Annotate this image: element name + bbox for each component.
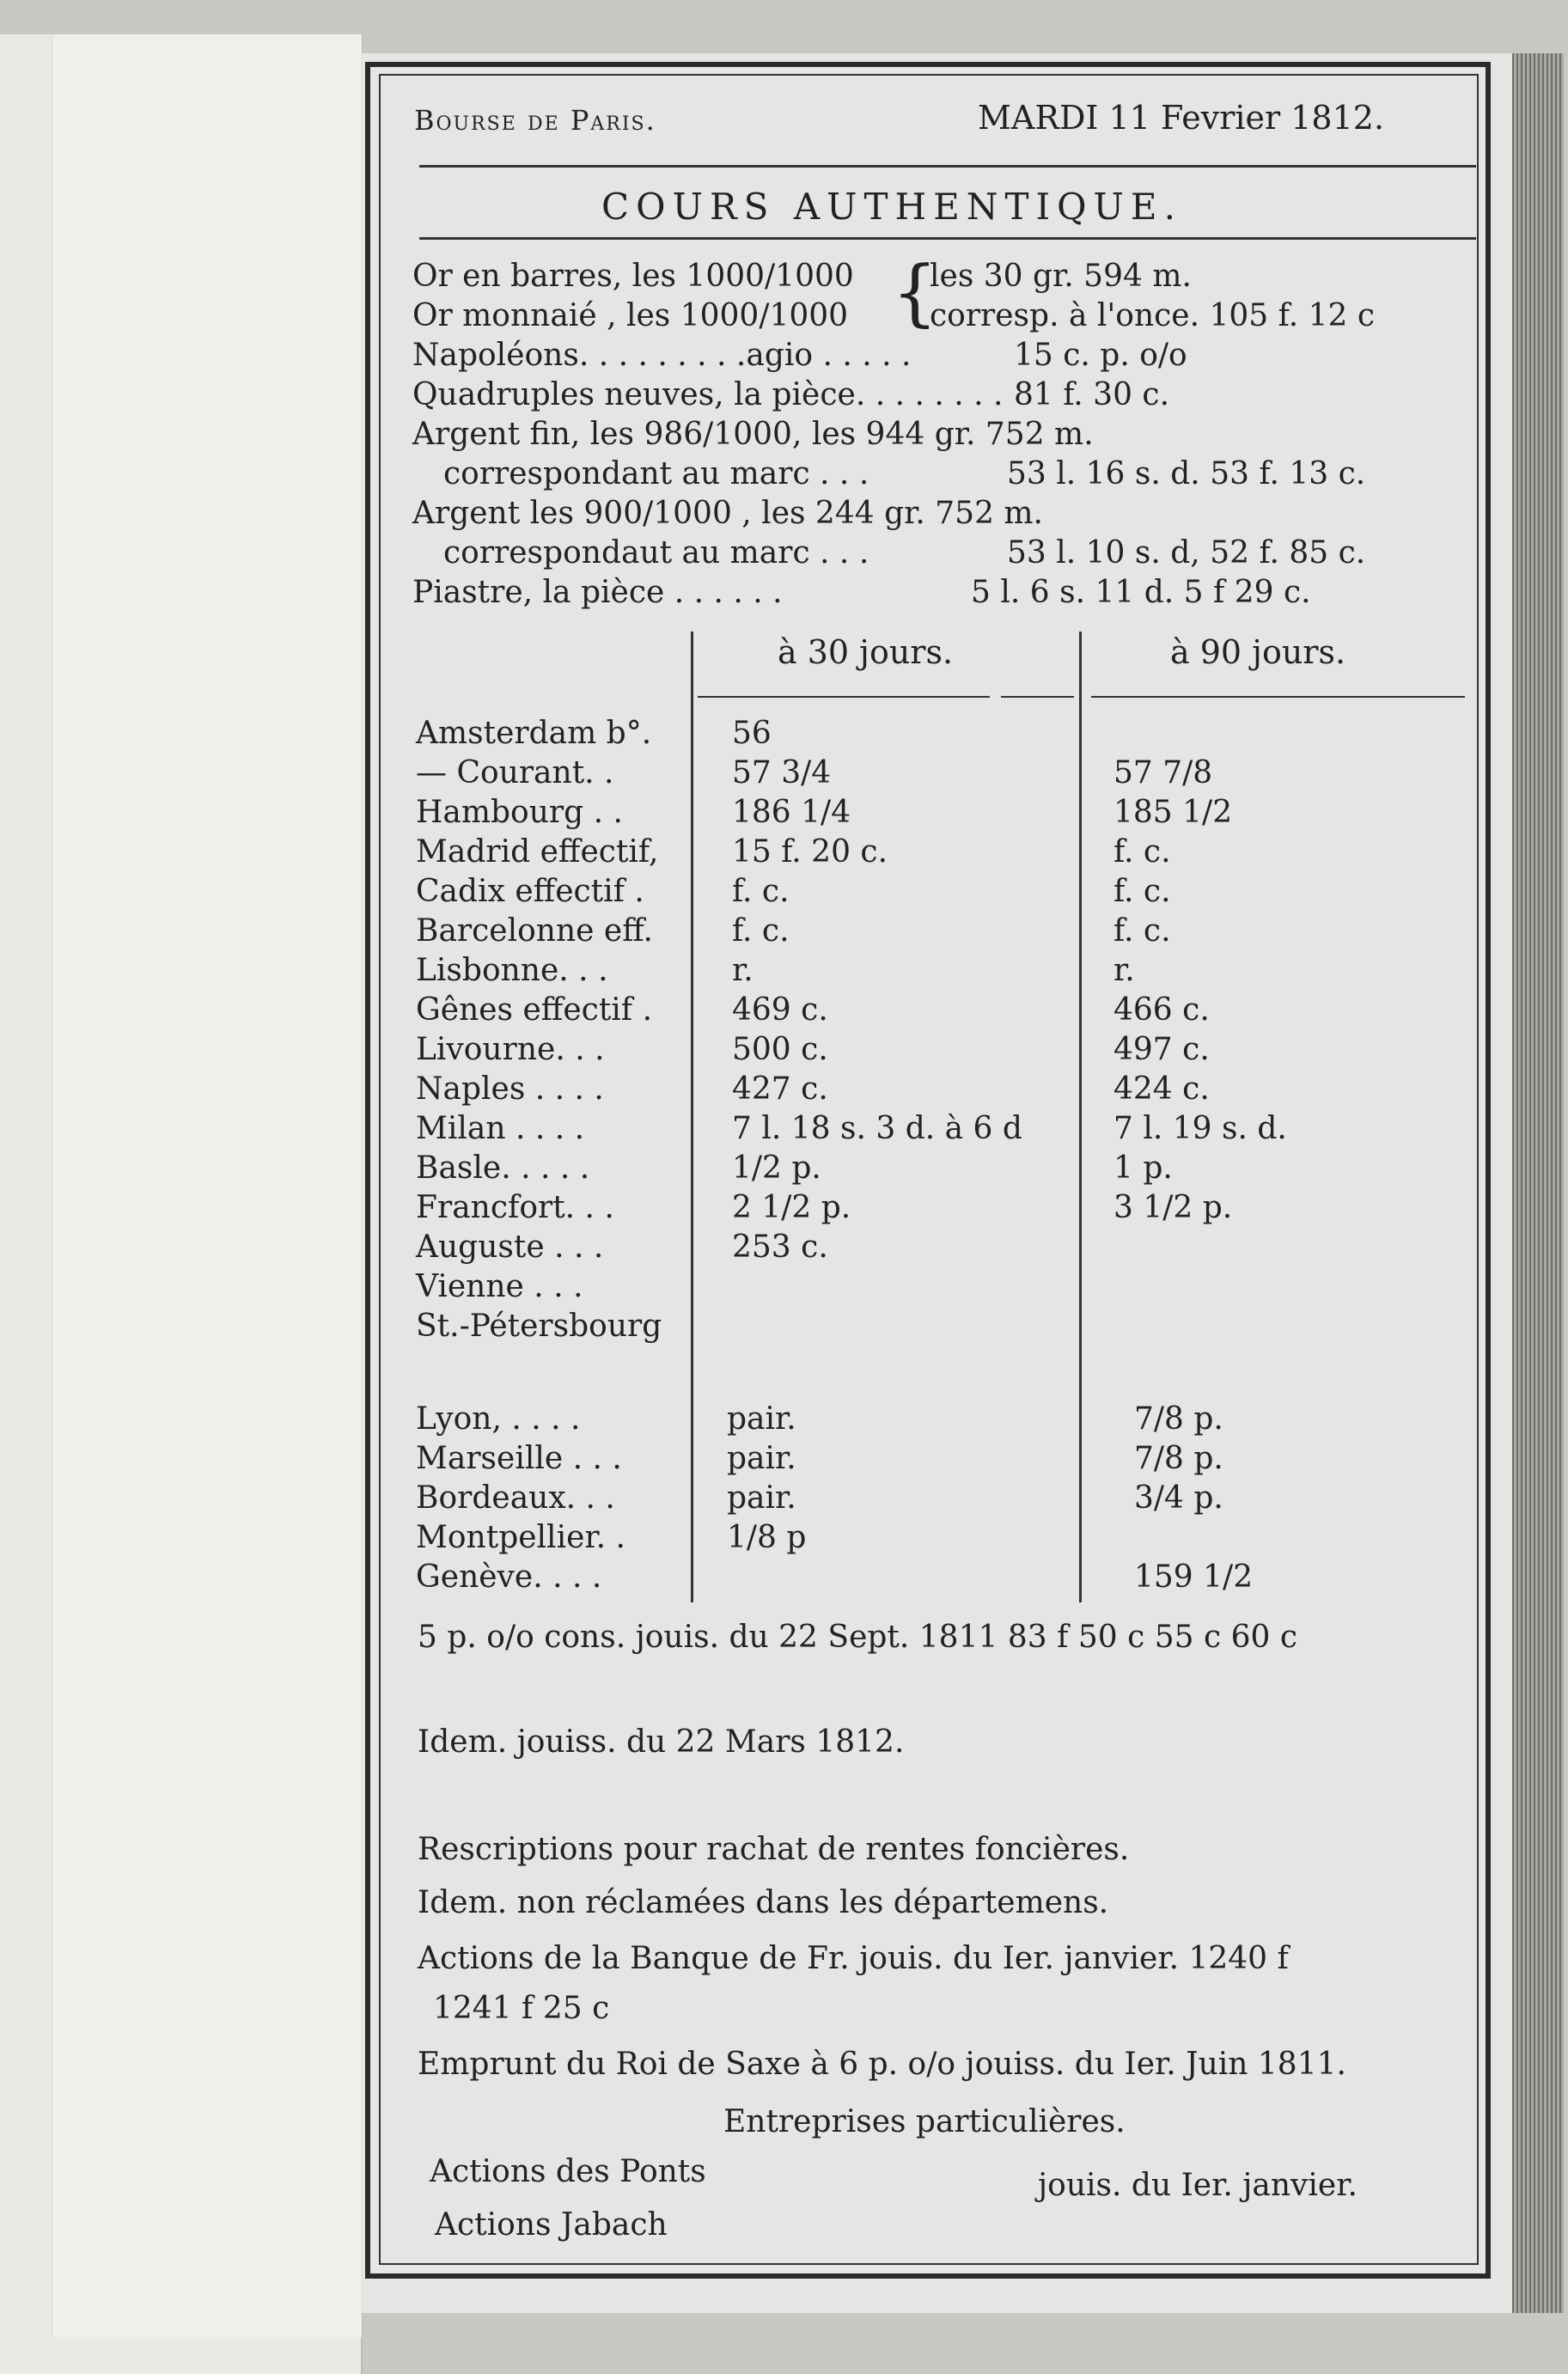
exchange-col-header-30: à 30 jours. bbox=[778, 633, 954, 671]
exchange-row-place: Amsterdam b°. bbox=[416, 716, 652, 751]
exchange-row-place: Hambourg . . bbox=[416, 795, 623, 830]
exchange-row-place: Lisbonne. . . bbox=[416, 953, 608, 988]
domestic-row-place: Montpellier. . bbox=[416, 1520, 625, 1555]
metal-label: correspondant au marc . . . bbox=[443, 456, 869, 491]
metal-label: Quadruples neuves, la pièce. . . . . . . . bbox=[412, 377, 1004, 412]
exchange-col-divider-2 bbox=[1079, 632, 1082, 1602]
exchange-row-30-days: 253 c. bbox=[732, 1230, 828, 1265]
header-right: MARDI 11 Fevrier 1812. bbox=[978, 99, 1385, 137]
page-title: COURS AUTHENTIQUE. bbox=[601, 186, 1182, 228]
exchange-col-header-90: à 90 jours. bbox=[1170, 633, 1346, 671]
exchange-row-30-days: 186 1/4 bbox=[732, 795, 851, 830]
domestic-row-90-days: 3/4 p. bbox=[1134, 1480, 1223, 1516]
domestic-row-30-days: pair. bbox=[727, 1401, 796, 1437]
exchange-row-90-days: f. c. bbox=[1113, 913, 1171, 949]
domestic-row-place: Genève. . . . bbox=[416, 1559, 602, 1595]
exchange-row-place: Cadix effectif . bbox=[416, 874, 644, 909]
exchange-header-rule-3 bbox=[1091, 696, 1465, 698]
brace-glyph: { bbox=[892, 250, 938, 334]
rente-line: Idem. non réclamées dans les départemens. bbox=[418, 1885, 1109, 1920]
exchange-row-90-days: 57 7/8 bbox=[1113, 755, 1213, 790]
exchange-header-rule-1 bbox=[698, 696, 990, 698]
exchange-col-divider-1 bbox=[691, 632, 693, 1602]
exchange-row-90-days: 497 c. bbox=[1113, 1032, 1210, 1067]
exchange-row-place: Francfort. . . bbox=[416, 1190, 614, 1225]
exchange-row-30-days: r. bbox=[732, 953, 753, 988]
exchange-row-90-days: f. c. bbox=[1113, 874, 1171, 909]
exchange-row-30-days: f. c. bbox=[732, 874, 790, 909]
metal-label: Or monnaié , les 1000/1000 bbox=[412, 298, 849, 333]
rente-line: Rescriptions pour rachat de rentes foncières. bbox=[418, 1832, 1130, 1867]
exchange-row-30-days: 1/2 p. bbox=[732, 1150, 821, 1186]
exchange-row-90-days: f. c. bbox=[1113, 834, 1171, 870]
exchange-row-90-days: 7 l. 19 s. d. bbox=[1113, 1111, 1287, 1146]
exchange-row-place: Milan . . . . bbox=[416, 1111, 585, 1146]
exchange-row-place: Gênes effectif . bbox=[416, 992, 653, 1028]
domestic-row-90-days: 7/8 p. bbox=[1134, 1401, 1223, 1437]
rente-line: Emprunt du Roi de Saxe à 6 p. o/o jouiss. du Ier. Juin 1811. bbox=[418, 2047, 1346, 2082]
exchange-row-place: Barcelonne eff. bbox=[416, 913, 653, 949]
exchange-row-30-days: 56 bbox=[732, 716, 772, 751]
exchange-row-30-days: 2 1/2 p. bbox=[732, 1190, 851, 1225]
actions-ponts: Actions des Ponts bbox=[430, 2154, 706, 2189]
domestic-row-place: Bordeaux. . . bbox=[416, 1480, 615, 1516]
rente-line: Idem. jouiss. du 22 Mars 1812. bbox=[418, 1724, 905, 1760]
domestic-row-30-days: 1/8 p bbox=[727, 1520, 807, 1555]
exchange-row-30-days: 15 f. 20 c. bbox=[732, 834, 888, 870]
metal-label: Or en barres, les 1000/1000 bbox=[412, 259, 854, 294]
metal-value: 53 l. 16 s. d. 53 f. 13 c. bbox=[1007, 456, 1366, 491]
exchange-row-30-days: 469 c. bbox=[732, 992, 828, 1028]
exchange-row-place: Vienne . . . bbox=[416, 1269, 583, 1304]
domestic-row-place: Lyon, . . . . bbox=[416, 1401, 581, 1437]
metal-label: correspondaut au marc . . . bbox=[443, 535, 869, 571]
exchange-row-place: St.-Pétersbourg bbox=[416, 1309, 662, 1344]
exchange-row-place: Basle. . . . . bbox=[416, 1150, 590, 1186]
exchange-row-90-days: 466 c. bbox=[1113, 992, 1210, 1028]
exchange-row-place: Auguste . . . bbox=[416, 1230, 604, 1265]
metal-value: 15 c. p. o/o bbox=[1014, 338, 1187, 373]
domestic-row-90-days: 7/8 p. bbox=[1134, 1441, 1223, 1476]
exchange-row-90-days: 1 p. bbox=[1113, 1150, 1173, 1186]
exchange-row-30-days: 500 c. bbox=[732, 1032, 828, 1067]
metal-value: 53 l. 10 s. d, 52 f. 85 c. bbox=[1007, 535, 1366, 571]
exchange-row-90-days: 3 1/2 p. bbox=[1113, 1190, 1233, 1225]
metal-label: Piastre, la pièce . . . . . . bbox=[412, 575, 783, 610]
domestic-row-place: Marseille . . . bbox=[416, 1441, 622, 1476]
exchange-row-place: Madrid effectif, bbox=[416, 834, 659, 870]
exchange-row-place: Livourne. . . bbox=[416, 1032, 605, 1067]
exchange-row-90-days: r. bbox=[1113, 953, 1135, 988]
rente-line: 1241 f 25 c bbox=[433, 1991, 610, 2026]
metal-label: Argent fin, les 986/1000, les 944 gr. 752 m. bbox=[412, 417, 1094, 452]
metal-value: 5 l. 6 s. 11 d. 5 f 29 c. bbox=[971, 575, 1311, 610]
exchange-row-30-days: 7 l. 18 s. 3 d. à 6 d bbox=[732, 1111, 1022, 1146]
header-rule bbox=[419, 165, 1476, 168]
title-rule bbox=[419, 237, 1476, 240]
exchange-row-30-days: f. c. bbox=[732, 913, 790, 949]
metal-value: les 30 gr. 594 m. bbox=[930, 259, 1192, 294]
exchange-row-90-days: 424 c. bbox=[1113, 1071, 1210, 1107]
facing-blank-page-inner bbox=[52, 34, 362, 2337]
domestic-row-30-days: pair. bbox=[727, 1480, 796, 1516]
actions-jabach: Actions Jabach bbox=[435, 2207, 668, 2243]
rente-line: 5 p. o/o cons. jouis. du 22 Sept. 1811 83 f 50 c 55 c 60 c bbox=[418, 1620, 1297, 1655]
exchange-row-30-days: 427 c. bbox=[732, 1071, 828, 1107]
domestic-row-90-days: 159 1/2 bbox=[1134, 1559, 1254, 1595]
page-edge-stack bbox=[1512, 53, 1564, 2313]
metal-value: 81 f. 30 c. bbox=[1014, 377, 1170, 412]
metal-value: corresp. à l'once. 105 f. 12 c bbox=[930, 298, 1375, 333]
entreprises-title: Entreprises particulières. bbox=[723, 2104, 1126, 2139]
domestic-row-30-days: pair. bbox=[727, 1441, 796, 1476]
actions-ponts-jouis: jouis. du Ier. janvier. bbox=[1038, 2168, 1358, 2203]
metal-label: Argent les 900/1000 , les 244 gr. 752 m. bbox=[412, 496, 1043, 531]
rente-line: Actions de la Banque de Fr. jouis. du Ier. janvier. 1240 f bbox=[418, 1941, 1289, 1976]
exchange-header-rule-2 bbox=[1001, 696, 1074, 698]
exchange-row-30-days: 57 3/4 bbox=[732, 755, 832, 790]
header-left: Bourse de Paris. bbox=[414, 104, 656, 137]
exchange-row-place: — Courant. . bbox=[416, 755, 614, 790]
exchange-row-90-days: 185 1/2 bbox=[1113, 795, 1233, 830]
exchange-row-place: Naples . . . . bbox=[416, 1071, 604, 1107]
metal-label: Napoléons. . . . . . . . .agio . . . . . bbox=[412, 338, 912, 373]
